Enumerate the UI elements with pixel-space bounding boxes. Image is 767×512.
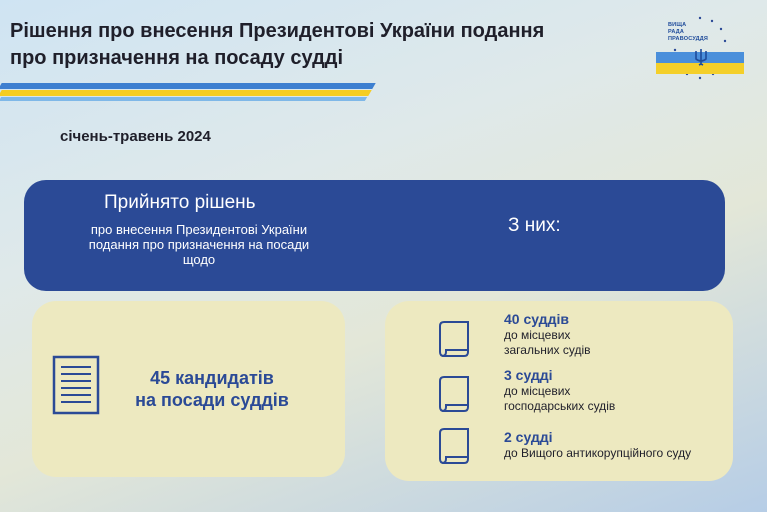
period-label: січень-травень 2024 xyxy=(60,128,211,145)
title-line-2: про призначення на посаду судді xyxy=(10,47,344,69)
trident-icon xyxy=(694,48,708,66)
candidates-count: 45 кандидатів на посади суддів xyxy=(135,368,289,410)
breakdown-desc-2: до місцевих господарських судів xyxy=(504,384,616,413)
page-title xyxy=(10,18,620,72)
breakdown-count-1: 40 суддів xyxy=(504,311,569,327)
summary-of-them: З них: xyxy=(508,215,561,236)
logo-text: ВИЩА РАДА ПРАВОСУДДЯ xyxy=(668,22,709,42)
decor-stripe-yellow xyxy=(0,90,372,96)
logo xyxy=(656,14,744,84)
title-line-1: Рішення про внесення Президентові України подання xyxy=(10,20,545,42)
scroll-icon xyxy=(434,318,474,358)
breakdown-count-3: 2 судді xyxy=(504,429,553,445)
decor-stripe-blue xyxy=(0,83,376,89)
scroll-icon xyxy=(434,373,474,413)
breakdown-desc-3: до Вищого антикорупційного суду xyxy=(504,446,692,460)
breakdown-desc-1: до місцевих загальних судів xyxy=(504,328,591,357)
summary-banner xyxy=(24,180,725,291)
summary-heading: Прийнято рішень xyxy=(104,192,256,213)
breakdown-count-2: 3 судді xyxy=(504,367,553,383)
document-icon xyxy=(52,355,100,415)
scroll-icon xyxy=(434,425,474,465)
decor-stripe-lightblue xyxy=(0,97,367,101)
summary-subtext: про внесення Президентові України подання про призначення на посади щодо xyxy=(88,222,310,267)
